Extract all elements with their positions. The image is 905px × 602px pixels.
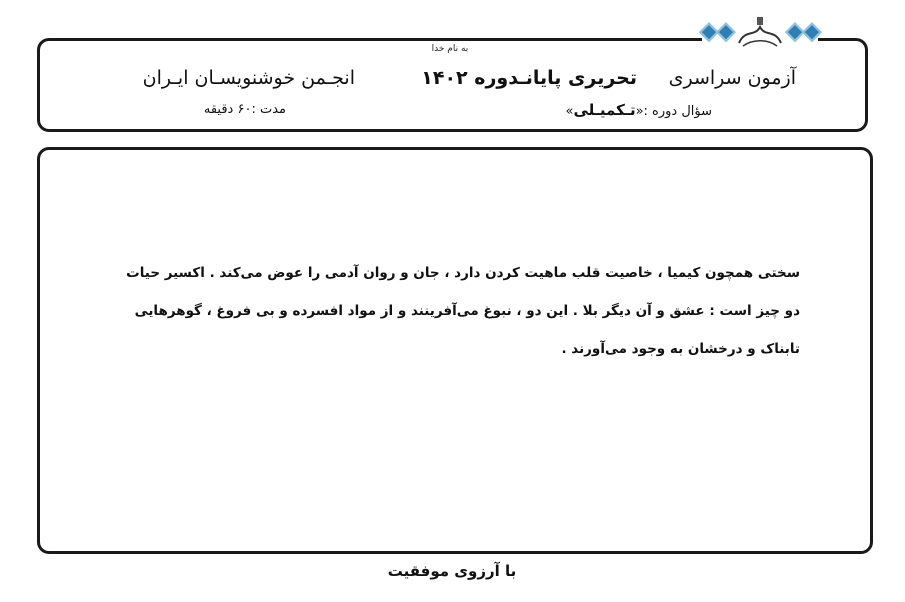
logo-ornament-right-inner [716, 22, 735, 41]
bismillah-text: به نام خدا [431, 44, 469, 54]
question-line: سختی همچون کیمیا ، خاصیت قلب ماهیت کردن دارد ، جان و روان آدمی را عوض می‌کند . اکسیر حیات [126, 265, 800, 281]
association-logo-icon [702, 10, 818, 54]
footer-wish: با آرزوی موفقیت [387, 562, 517, 580]
course-name: تـکمیـلی [573, 101, 636, 119]
exam-title: آزمون سراسری [668, 67, 796, 89]
course-label [498, 100, 712, 122]
association-name: انجـمن خوشنویسـان ایـران [142, 67, 355, 89]
exam-duration: مدت :۶۰ دقیقه [203, 102, 286, 117]
question-line: دو چیز است : عشق و آن دیگر بلا . این دو ، نبوغ می‌آفرینند و از مواد افسرده و بی فروغ ، گوهرهایی [134, 303, 800, 319]
logo-ornament-left-inner [785, 22, 804, 41]
question-line: تابناک و درخشان به وجود می‌آورند . [561, 341, 800, 357]
course-suffix: » [565, 104, 574, 119]
logo-emblem [735, 15, 785, 49]
question-text [100, 254, 800, 368]
logo-ornament-right [699, 22, 718, 41]
course-prefix: سؤال دوره :« [635, 104, 712, 119]
final-exam-title: تحریری پایانـدوره ۱۴۰۲ [421, 67, 637, 89]
